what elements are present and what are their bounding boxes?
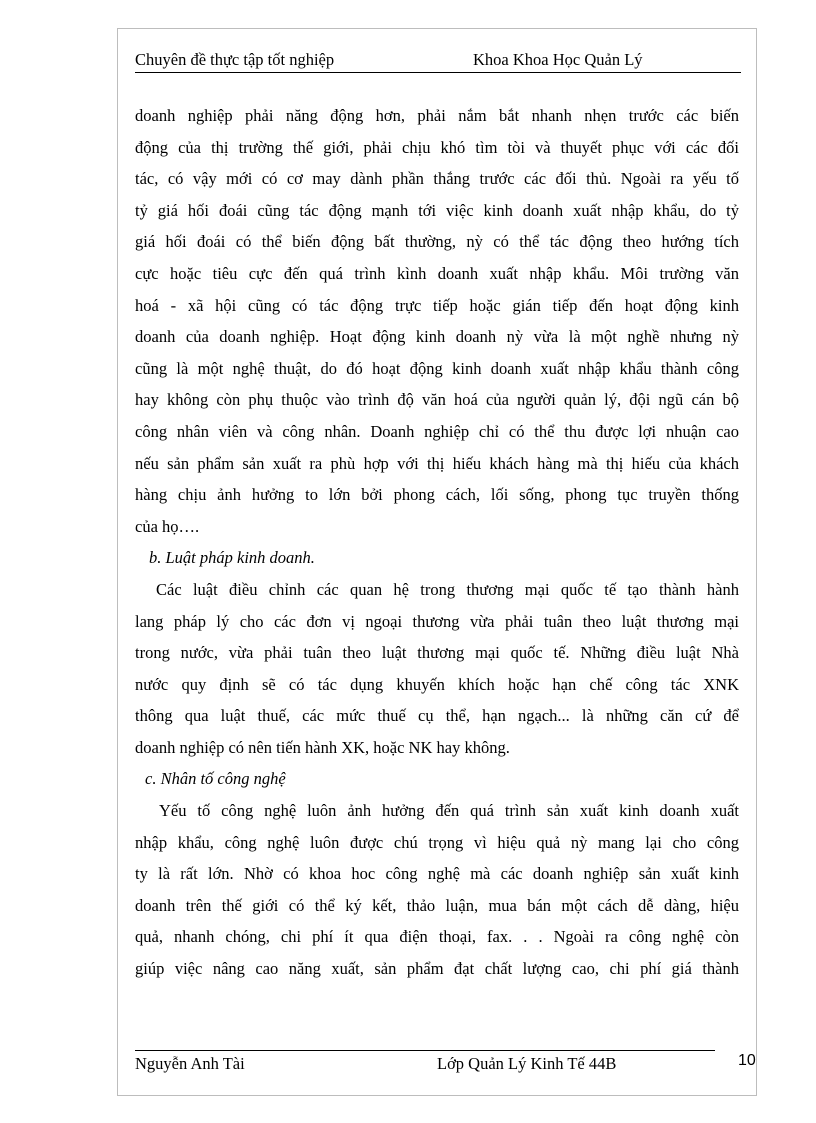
text-line: hoá - xã hội cũng có tác động trực tiếp hoặc gián tiếp đến hoạt động kinh: [135, 295, 739, 315]
page-number: 10: [738, 1052, 756, 1069]
text-line: của họ….: [135, 516, 200, 536]
paragraph-1: [135, 100, 739, 542]
text-line: hàng chịu ảnh hưởng to lớn bởi phong cách, lối sống, phong tục truyền thống: [135, 485, 739, 505]
text-line: doanh nghiệp phải năng động hơn, phải nắm bắt nhanh nhẹn trước các biến: [135, 106, 739, 125]
text-line: Yếu tố công nghệ luôn ảnh hưởng đến quá trình sản xuất kinh doanh xuất: [159, 801, 739, 821]
text-line: động của thị trường thế giới, phải chịu khó tìm tòi và thuyết phục với các đối: [135, 137, 739, 157]
text-line: ty là rất lớn. Nhờ có khoa hoc công nghệ mà các doanh nghiệp sản xuất kinh: [135, 864, 739, 884]
text-line: doanh của doanh nghiệp. Hoạt động kinh doanh nỳ vừa là một nghề nhưng nỳ: [135, 327, 739, 347]
text-line: nước quy định sẽ có tác dụng khuyến khích hoặc hạn chế công tác XNK: [135, 674, 739, 694]
text-line: cũng là một nghệ thuật, do đó hoạt động kinh doanh xuất nhập khẩu thành công: [135, 358, 739, 378]
text-line: hay không còn phụ thuộc vào trình độ văn hoá của người quản lý, đội ngũ cán bộ: [135, 390, 739, 410]
text-line: giúp việc nâng cao năng xuất, sản phẩm đạt chất lượng cao, chi phí giá thành: [135, 959, 739, 979]
header-document-title: Chuyên đề thực tập tốt nghiệp: [135, 50, 335, 69]
text-line: cực hoặc tiêu cực đến quá trình kình doanh xuất nhập khẩu. Môi trường văn: [135, 263, 739, 283]
footer-class: Lớp Quản Lý Kinh Tế 44B: [437, 1054, 617, 1073]
section-heading-c: c. Nhân tố công nghệ: [145, 769, 286, 789]
text-line: nếu sản phẩm sản xuất ra phù hợp với thị hiếu khách hàng mà thị hiếu của khách: [135, 453, 739, 473]
page-header: [135, 50, 741, 73]
text-line: trong nước, vừa phải tuân theo luật thương mại quốc tế. Những điều luật Nhà: [135, 643, 739, 663]
text-line: doanh trên thế giới có thể ký kết, thảo luận, mua bán một cách dễ dàng, hiệu: [135, 895, 739, 915]
section-heading-b: b. Luật pháp kinh doanh.: [149, 548, 315, 568]
body-text: [135, 100, 739, 985]
text-line: tác, có vậy mới có cơ may dành phần thắng trước các đối thủ. Ngoài ra yếu tố: [135, 169, 739, 189]
text-line: nhập khẩu, công nghệ luôn được chú trọng vì hiệu quả nỳ mang lại cho công: [135, 832, 739, 852]
text-line: giá hối đoái có thể biến động bất thường, nỳ có thể tác động theo hướng tích: [135, 232, 739, 252]
text-line: doanh nghiệp có nên tiến hành XK, hoặc NK hay không.: [135, 737, 510, 757]
header-faculty: Khoa Khoa Học Quản Lý: [473, 50, 643, 69]
footer-rule: [135, 1050, 715, 1051]
text-line: tỷ giá hối đoái cũng tác động mạnh tới việc kinh doanh xuất nhập khẩu, do tỷ: [135, 200, 739, 220]
paragraph-3: [135, 795, 739, 985]
text-line: thông qua luật thuế, các mức thuế cụ thể, hạn ngạch... là những căn cứ để: [135, 706, 739, 726]
text-line: Các luật điều chỉnh các quan hệ trong thương mại quốc tế tạo thành hành: [156, 579, 739, 599]
paragraph-2: [135, 574, 739, 764]
footer-author: Nguyễn Anh Tài: [135, 1054, 245, 1073]
text-line: lang pháp lý cho các đơn vị ngoại thương vừa phải tuân theo luật thương mại: [135, 611, 739, 631]
text-line: quả, nhanh chóng, chi phí ít qua điện thoại, fax. . . Ngoài ra công nghệ còn: [135, 927, 739, 947]
text-line: công nhân viên và công nhân. Doanh nghiệp chỉ có thể thu được lợi nhuận cao: [135, 421, 739, 441]
